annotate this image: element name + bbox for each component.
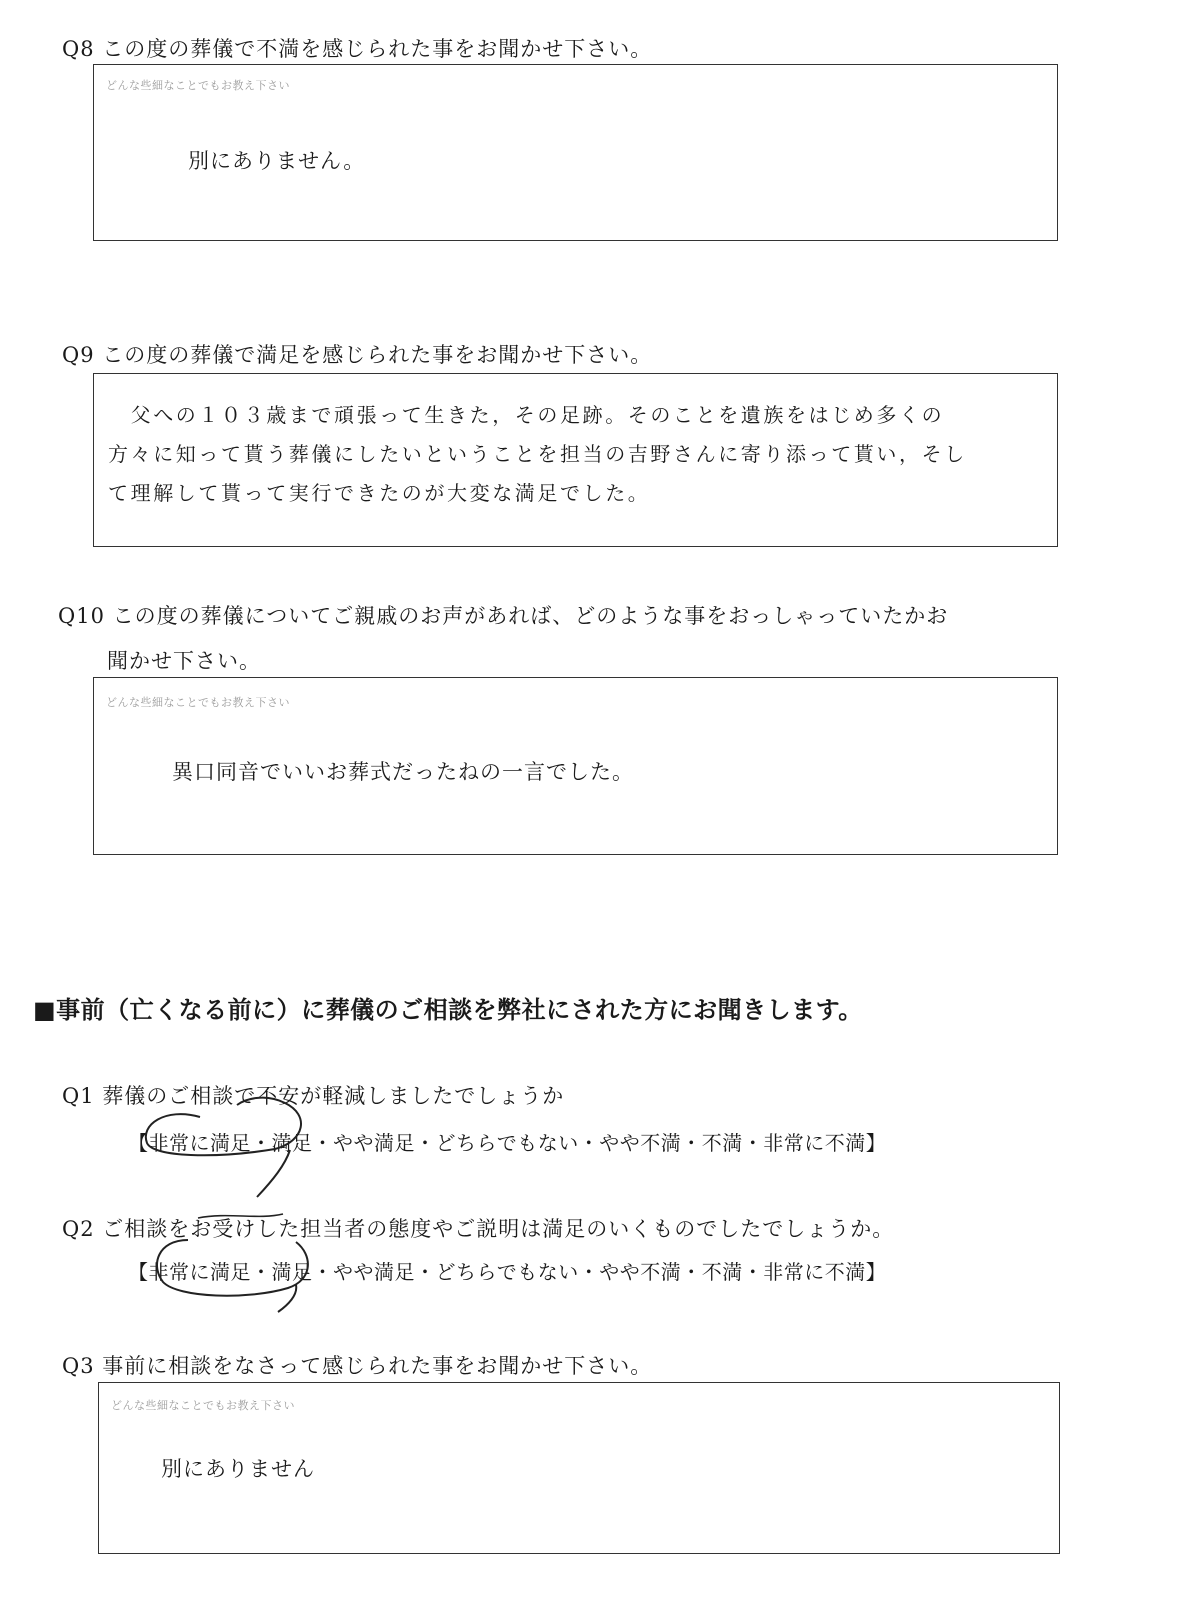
q10-answer: 異口同音でいいお葬式だったねの一言でした。 (172, 760, 634, 784)
q10-question-line-2: 聞かせ下さい。 (107, 649, 261, 673)
q8-hint: どんな些細なことでもお教え下さい (106, 79, 290, 92)
q8-question: Q8 この度の葬儀で不満を感じられた事をお聞かせ下さい。 (62, 37, 653, 61)
section-heading: ■事前（亡くなる前に）に葬儀のご相談を弊社にされた方にお聞きします。 (33, 996, 863, 1024)
pre-q3-answer: 別にありません (161, 1457, 315, 1481)
pre-q3-hint: どんな些細なことでもお教え下さい (111, 1399, 295, 1412)
q10-answer-box (93, 677, 1058, 855)
q9-answer-line-3: て理解して貰って実行できたのが大変な満足でした。 (108, 481, 651, 505)
pre-q3-question: Q3 事前に相談をなさって感じられた事をお聞かせ下さい。 (62, 1354, 653, 1378)
q9-answer (108, 396, 1053, 513)
q9-answer-line-1: 父への１０３歳まで頑張って生きた，その足跡。そのことを遺族をはじめ多くの (108, 403, 945, 427)
q9-answer-line-2: 方々に知って貰う葬儀にしたいということを担当の吉野さんに寄り添って貰い，そし (108, 442, 967, 466)
pre-q1-scale: 【非常に満足・満足・やや満足・どちらでもない・やや不満・不満・非常に不満】 (128, 1131, 887, 1155)
q9-answer-box (93, 373, 1058, 547)
q9-question: Q9 この度の葬儀で満足を感じられた事をお聞かせ下さい。 (62, 343, 653, 367)
pre-q1-question: Q1 葬儀のご相談で不安が軽減しましたでしょうか (62, 1084, 565, 1108)
q10-question-line-1: Q10 この度の葬儀についてご親戚のお声があれば、どのような事をおっしゃっていたかお (58, 604, 949, 628)
q8-answer: 別にありません。 (188, 149, 366, 173)
pre-q2-question: Q2 ご相談をお受けした担当者の態度やご説明は満足のいくものでしたでしょうか。 (62, 1217, 895, 1241)
q8-answer-box (93, 64, 1058, 241)
q10-hint: どんな些細なことでもお教え下さい (106, 696, 290, 709)
pre-q2-scale: 【非常に満足・満足・やや満足・どちらでもない・やや不満・不満・非常に不満】 (128, 1260, 887, 1284)
pre-q3-answer-box (98, 1382, 1060, 1554)
